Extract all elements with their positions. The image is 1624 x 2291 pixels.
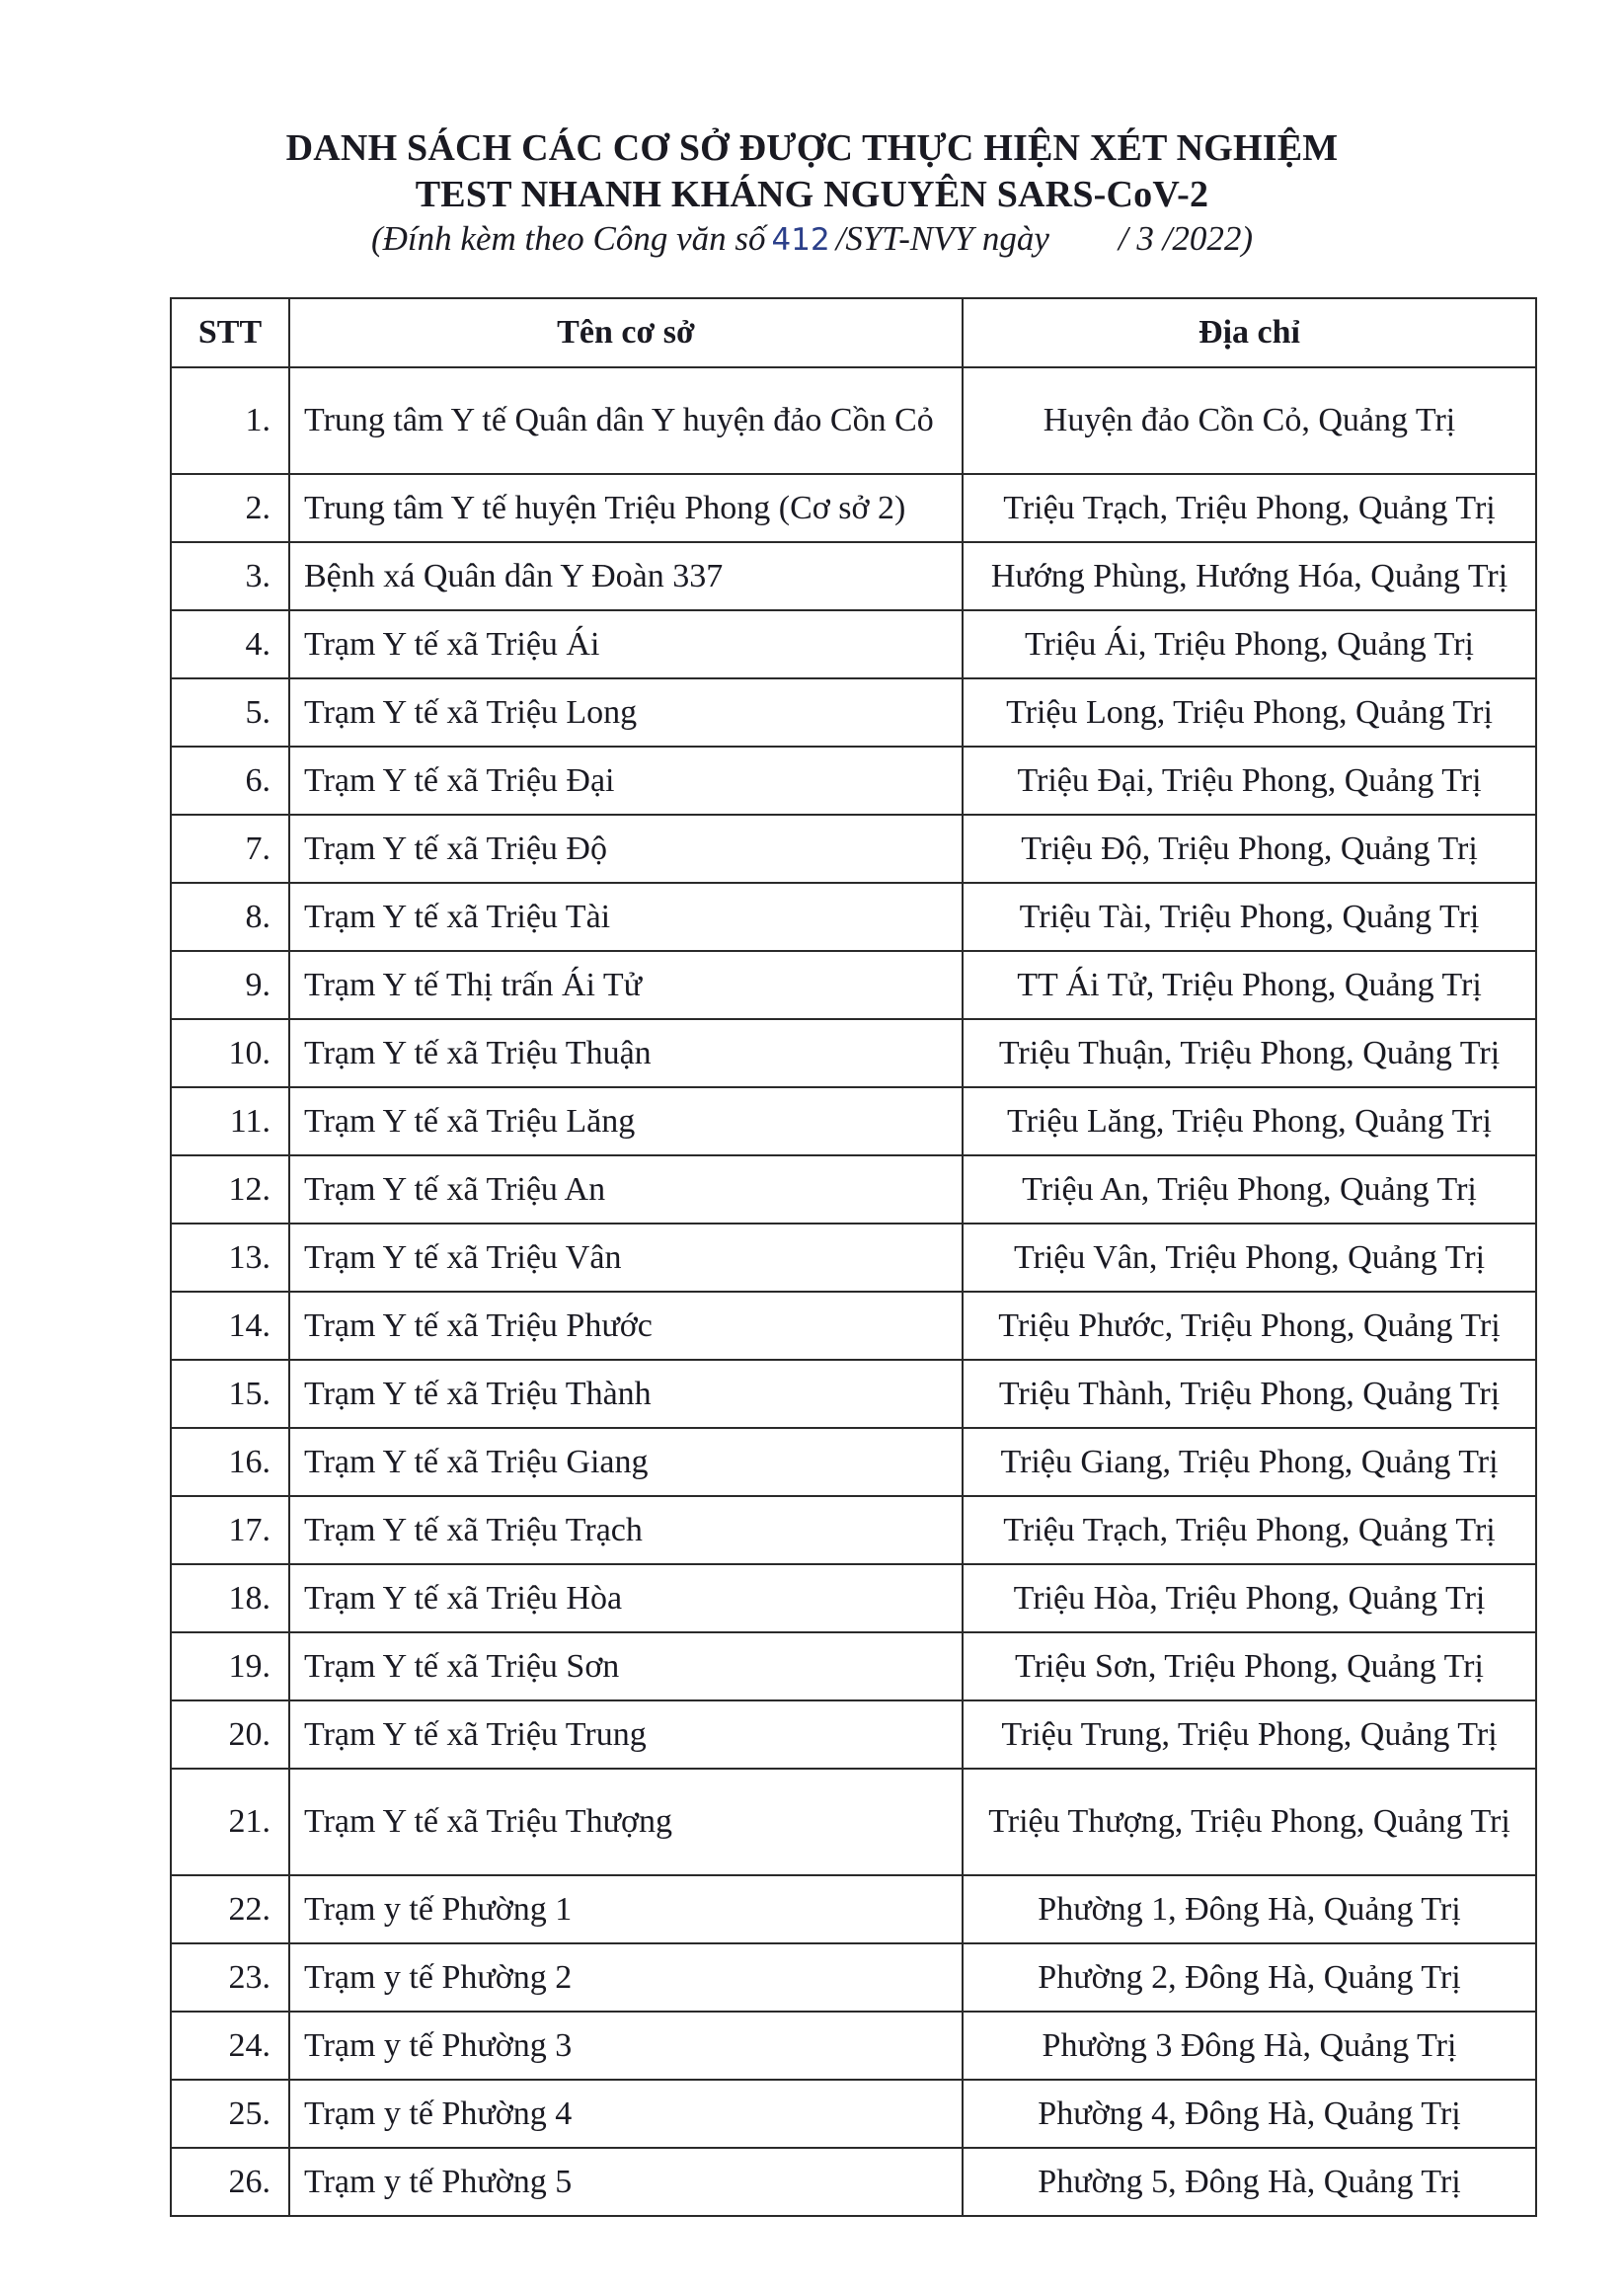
row-address-cell: Triệu Thành, Triệu Phong, Quảng Trị: [963, 1360, 1536, 1428]
table-row: [171, 367, 1536, 474]
row-stt-cell: 18.: [171, 1564, 289, 1632]
row-name-cell: Trạm Y tế xã Triệu Độ: [289, 815, 963, 883]
row-stt-cell: 14.: [171, 1292, 289, 1360]
table-row: [171, 1155, 1536, 1224]
row-stt-cell: 24.: [171, 2012, 289, 2080]
column-header-name: Tên cơ sở: [289, 298, 963, 367]
row-stt-cell: 19.: [171, 1632, 289, 1700]
row-stt-cell: 4.: [171, 610, 289, 678]
column-header-stt: STT: [171, 298, 289, 367]
row-stt-cell: 21.: [171, 1769, 289, 1875]
row-name-cell: Trạm Y tế xã Triệu Trung: [289, 1700, 963, 1769]
row-name-cell: Trạm Y tế xã Triệu An: [289, 1155, 963, 1224]
subtitle-suffix: /SYT-NVY ngày / 3 /2022): [835, 219, 1253, 258]
row-name-cell: Trạm Y tế xã Triệu Sơn: [289, 1632, 963, 1700]
row-address-cell: Phường 4, Đông Hà, Quảng Trị: [963, 2080, 1536, 2148]
row-name-cell: Trạm y tế Phường 3: [289, 2012, 963, 2080]
table-row: [171, 474, 1536, 542]
row-stt-cell: 1.: [171, 367, 289, 474]
row-stt-cell: 7.: [171, 815, 289, 883]
table-row: [171, 1769, 1536, 1875]
row-name-cell: Trạm y tế Phường 5: [289, 2148, 963, 2216]
table-body: [171, 367, 1536, 2216]
row-name-cell: Trạm y tế Phường 4: [289, 2080, 963, 2148]
document-title-line2: TEST NHANH KHÁNG NGUYÊN SARS-CoV-2: [415, 174, 1209, 215]
table-row: [171, 747, 1536, 815]
table-row: [171, 1360, 1536, 1428]
document-title-line1: DANH SÁCH CÁC CƠ SỞ ĐƯỢC THỰC HIỆN XÉT NGHIỆM: [285, 127, 1339, 169]
handwritten-document-number: 412: [771, 222, 830, 258]
row-stt-cell: 6.: [171, 747, 289, 815]
table-row: [171, 1875, 1536, 1943]
row-address-cell: Triệu Trạch, Triệu Phong, Quảng Trị: [963, 474, 1536, 542]
row-name-cell: Trạm y tế Phường 2: [289, 1943, 963, 2012]
row-address-cell: Phường 3 Đông Hà, Quảng Trị: [963, 2012, 1536, 2080]
row-name-cell: Trung tâm Y tế Quân dân Y huyện đảo Cồn Cỏ: [289, 367, 963, 474]
row-stt-cell: 17.: [171, 1496, 289, 1564]
table-row: [171, 815, 1536, 883]
row-address-cell: Phường 5, Đông Hà, Quảng Trị: [963, 2148, 1536, 2216]
row-name-cell: Trạm Y tế Thị trấn Ái Tử: [289, 951, 963, 1019]
table-row: [171, 678, 1536, 747]
row-stt-cell: 25.: [171, 2080, 289, 2148]
row-stt-cell: 3.: [171, 542, 289, 610]
table-header-row: [171, 298, 1536, 367]
row-address-cell: Phường 2, Đông Hà, Quảng Trị: [963, 1943, 1536, 2012]
table-row: [171, 1224, 1536, 1292]
row-address-cell: Hướng Phùng, Hướng Hóa, Quảng Trị: [963, 542, 1536, 610]
row-name-cell: Bệnh xá Quân dân Y Đoàn 337: [289, 542, 963, 610]
row-stt-cell: 20.: [171, 1700, 289, 1769]
table-row: [171, 1019, 1536, 1087]
row-address-cell: Triệu Độ, Triệu Phong, Quảng Trị: [963, 815, 1536, 883]
row-name-cell: Trung tâm Y tế huyện Triệu Phong (Cơ sở 2): [289, 474, 963, 542]
row-name-cell: Trạm y tế Phường 1: [289, 1875, 963, 1943]
row-address-cell: Triệu An, Triệu Phong, Quảng Trị: [963, 1155, 1536, 1224]
table-row: [171, 1292, 1536, 1360]
row-address-cell: Triệu Tài, Triệu Phong, Quảng Trị: [963, 883, 1536, 951]
table-row: [171, 1087, 1536, 1155]
row-stt-cell: 9.: [171, 951, 289, 1019]
table-row: [171, 1428, 1536, 1496]
table-row: [171, 1564, 1536, 1632]
row-address-cell: Triệu Đại, Triệu Phong, Quảng Trị: [963, 747, 1536, 815]
row-name-cell: Trạm Y tế xã Triệu Trạch: [289, 1496, 963, 1564]
table-row: [171, 951, 1536, 1019]
row-stt-cell: 15.: [171, 1360, 289, 1428]
table-row: [171, 2148, 1536, 2216]
row-address-cell: Triệu Long, Triệu Phong, Quảng Trị: [963, 678, 1536, 747]
row-stt-cell: 13.: [171, 1224, 289, 1292]
facility-table: [170, 297, 1537, 2217]
row-address-cell: Triệu Thuận, Triệu Phong, Quảng Trị: [963, 1019, 1536, 1087]
row-stt-cell: 22.: [171, 1875, 289, 1943]
row-stt-cell: 10.: [171, 1019, 289, 1087]
row-name-cell: Trạm Y tế xã Triệu Lăng: [289, 1087, 963, 1155]
row-name-cell: Trạm Y tế xã Triệu Thuận: [289, 1019, 963, 1087]
row-stt-cell: 26.: [171, 2148, 289, 2216]
table-row: [171, 1700, 1536, 1769]
row-stt-cell: 8.: [171, 883, 289, 951]
row-address-cell: Triệu Giang, Triệu Phong, Quảng Trị: [963, 1428, 1536, 1496]
row-stt-cell: 5.: [171, 678, 289, 747]
row-address-cell: Triệu Lăng, Triệu Phong, Quảng Trị: [963, 1087, 1536, 1155]
table-row: [171, 610, 1536, 678]
row-name-cell: Trạm Y tế xã Triệu Thượng: [289, 1769, 963, 1875]
row-address-cell: Triệu Trung, Triệu Phong, Quảng Trị: [963, 1700, 1536, 1769]
row-name-cell: Trạm Y tế xã Triệu Hòa: [289, 1564, 963, 1632]
row-name-cell: Trạm Y tế xã Triệu Tài: [289, 883, 963, 951]
row-address-cell: Triệu Vân, Triệu Phong, Quảng Trị: [963, 1224, 1536, 1292]
table-row: [171, 1943, 1536, 2012]
row-name-cell: Trạm Y tế xã Triệu Phước: [289, 1292, 963, 1360]
table-row: [171, 542, 1536, 610]
table-row: [171, 1632, 1536, 1700]
document-subtitle: [0, 219, 1624, 259]
row-address-cell: Triệu Ái, Triệu Phong, Quảng Trị: [963, 610, 1536, 678]
row-name-cell: Trạm Y tế xã Triệu Thành: [289, 1360, 963, 1428]
row-address-cell: Triệu Trạch, Triệu Phong, Quảng Trị: [963, 1496, 1536, 1564]
table-row: [171, 2012, 1536, 2080]
row-name-cell: Trạm Y tế xã Triệu Ái: [289, 610, 963, 678]
row-address-cell: Triệu Phước, Triệu Phong, Quảng Trị: [963, 1292, 1536, 1360]
row-stt-cell: 16.: [171, 1428, 289, 1496]
row-address-cell: Phường 1, Đông Hà, Quảng Trị: [963, 1875, 1536, 1943]
row-address-cell: Triệu Hòa, Triệu Phong, Quảng Trị: [963, 1564, 1536, 1632]
table-row: [171, 2080, 1536, 2148]
subtitle-prefix: (Đính kèm theo Công văn số: [371, 219, 766, 258]
row-address-cell: Triệu Sơn, Triệu Phong, Quảng Trị: [963, 1632, 1536, 1700]
row-name-cell: Trạm Y tế xã Triệu Long: [289, 678, 963, 747]
row-name-cell: Trạm Y tế xã Triệu Đại: [289, 747, 963, 815]
table-row: [171, 1496, 1536, 1564]
row-stt-cell: 2.: [171, 474, 289, 542]
row-address-cell: Triệu Thượng, Triệu Phong, Quảng Trị: [963, 1769, 1536, 1875]
row-stt-cell: 11.: [171, 1087, 289, 1155]
row-name-cell: Trạm Y tế xã Triệu Vân: [289, 1224, 963, 1292]
column-header-address: Địa chỉ: [963, 298, 1536, 367]
table-row: [171, 883, 1536, 951]
row-stt-cell: 12.: [171, 1155, 289, 1224]
row-name-cell: Trạm Y tế xã Triệu Giang: [289, 1428, 963, 1496]
row-address-cell: TT Ái Tử, Triệu Phong, Quảng Trị: [963, 951, 1536, 1019]
row-address-cell: Huyện đảo Cồn Cỏ, Quảng Trị: [963, 367, 1536, 474]
row-stt-cell: 23.: [171, 1943, 289, 2012]
